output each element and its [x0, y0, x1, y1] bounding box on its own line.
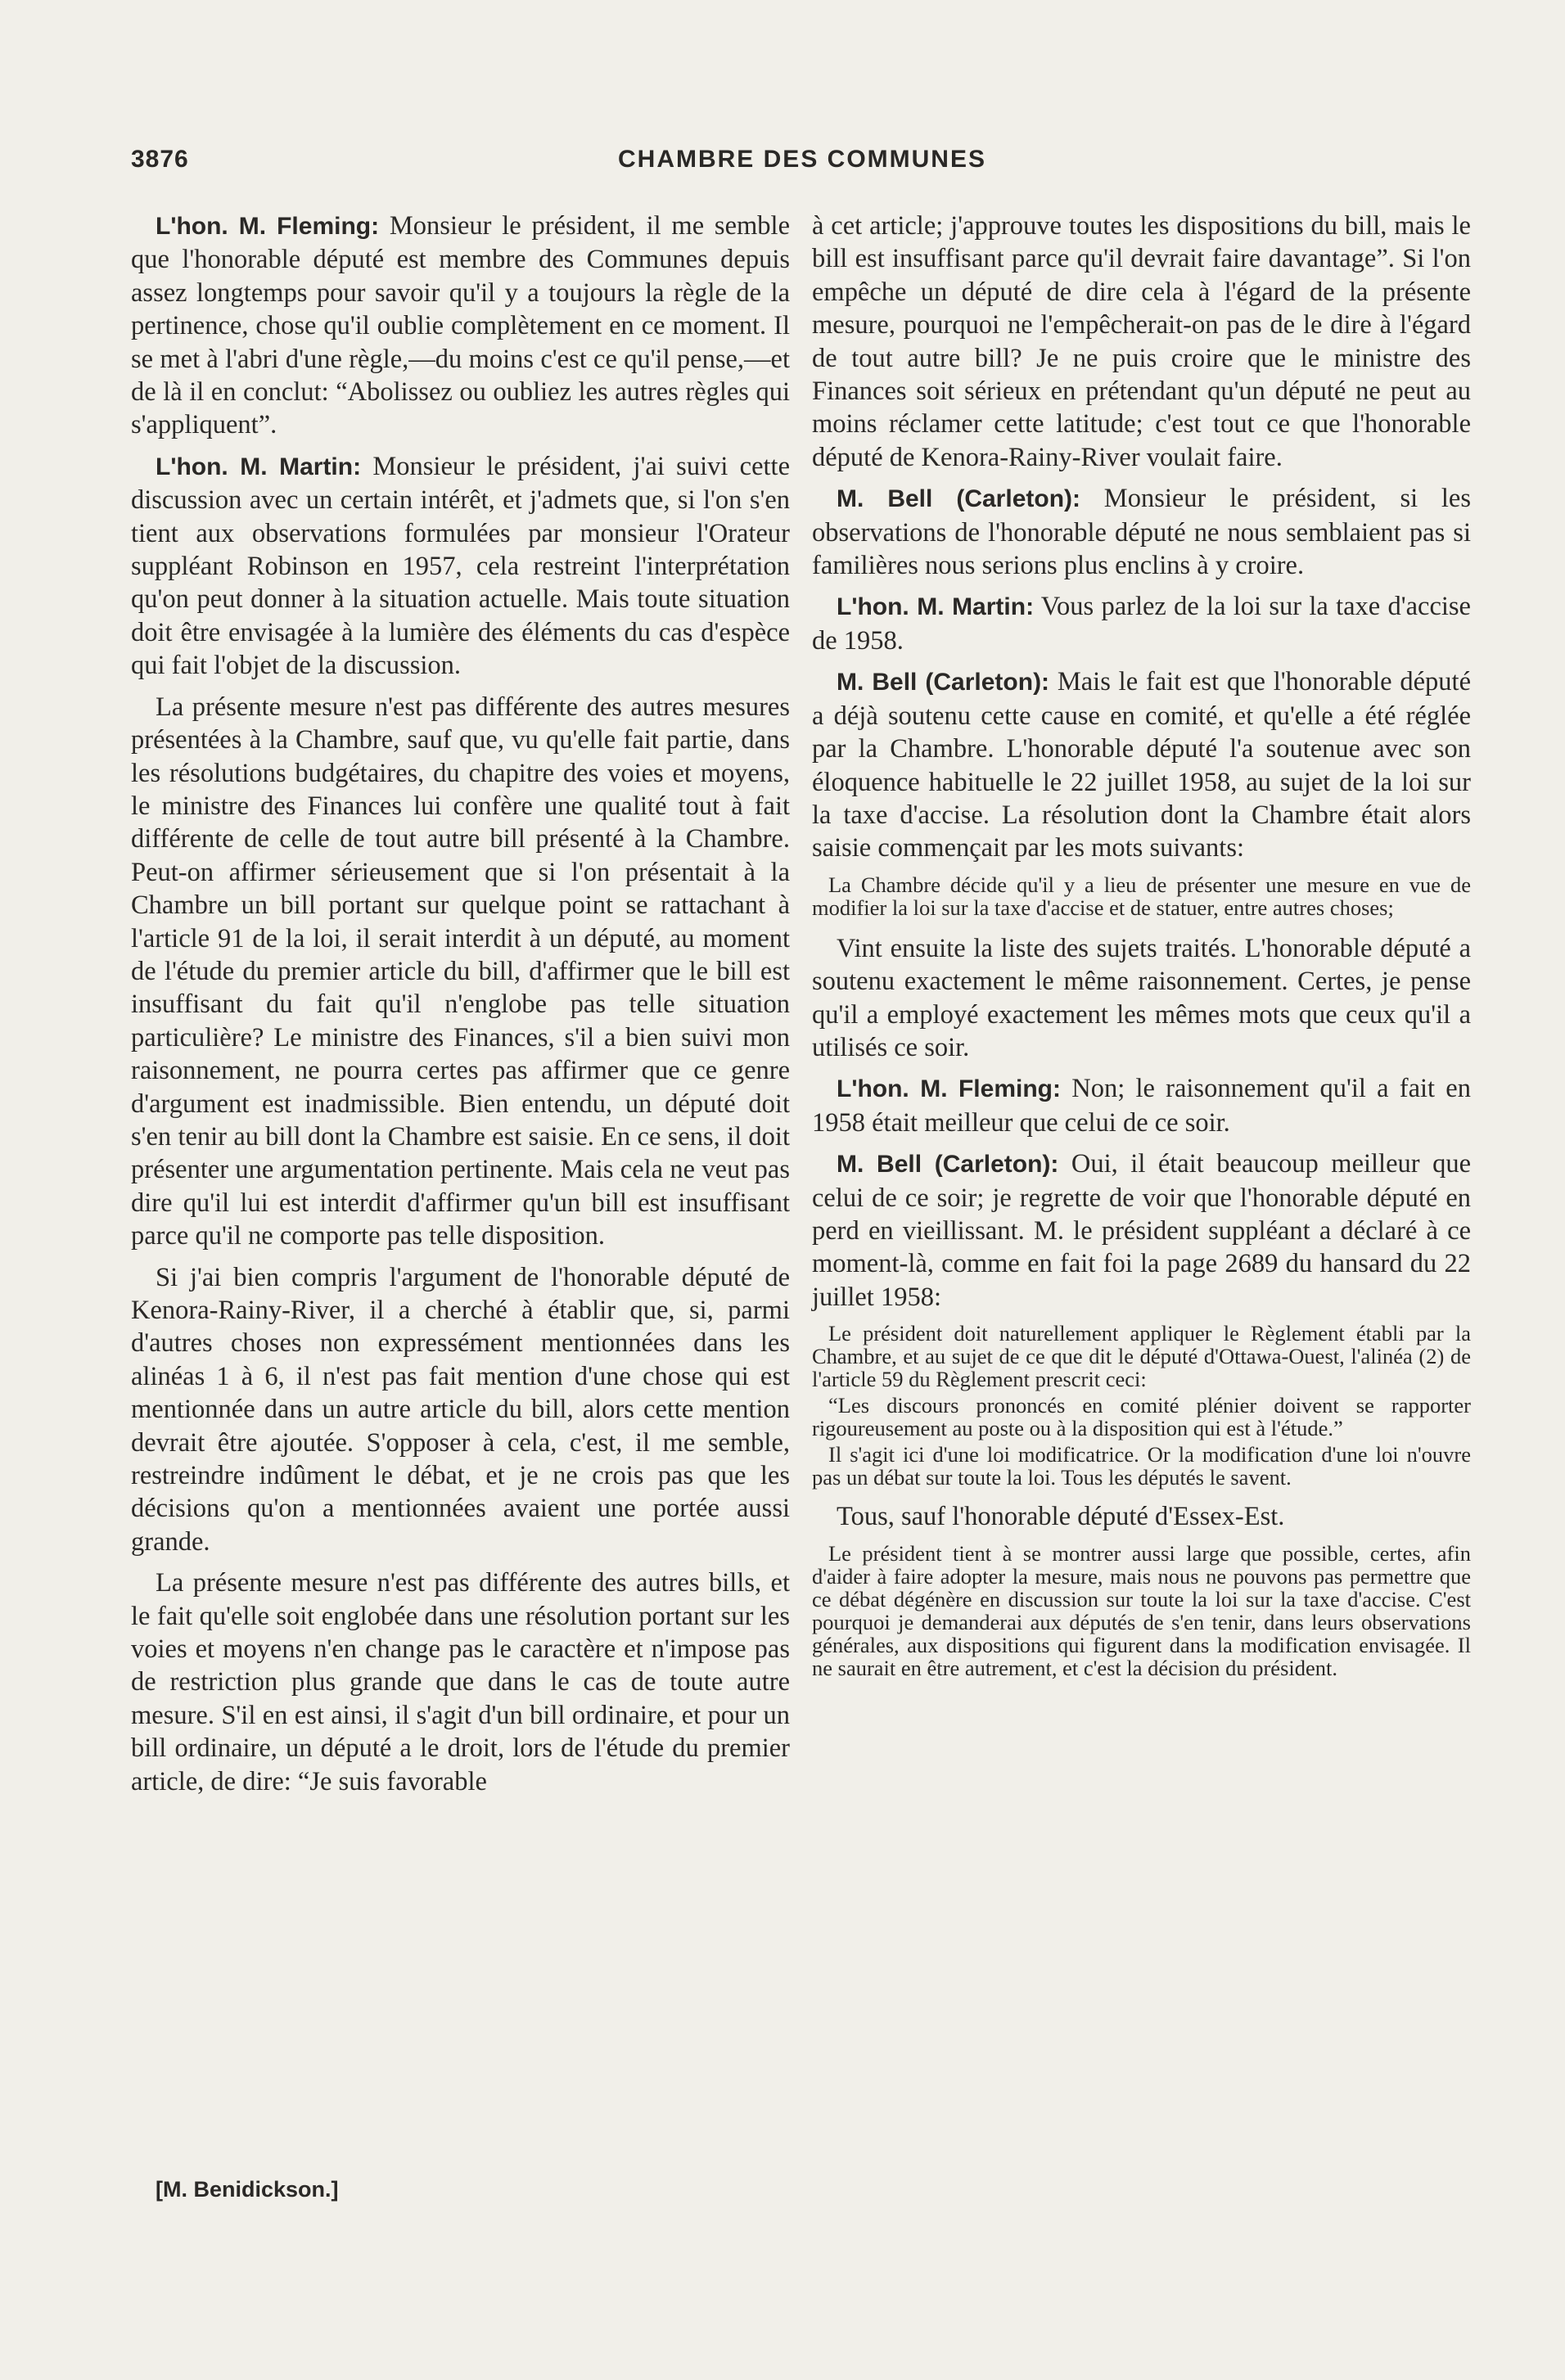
paragraph-text: La présente mesure n'est pas différente des autres bills, et le fait qu'elle soit englobée dans une résolution portant sur les voies et moyens n'en change pas le caractère et n'impose pas de restriction plus grande que dans le cas de toute autre mesure. S'il en est ainsi, il s'agit d'un bill ordinaire, et pour un bill ordinaire, un député a le droit, lors de l'étude du premier article, de dire: “Je suis favorable: [131, 1568, 790, 1796]
paragraph: [812, 932, 1471, 1065]
paragraph: [812, 210, 1471, 474]
paragraph-text: Monsieur le président, il me semble que l'honorable député est membre des Communes depuis assez longtemps pour savoir qu'il y a toujours la règle de la pertinence, chose qu'il oublie complètement en ce moment. Il se met à l'abri d'une règle,—du moins c'est ce qu'il pense,—et de là il en conclut: “Abolissez ou oubliez les autres règles qui s'appliquent”.: [131, 211, 790, 440]
speech-paragraph: [812, 1072, 1471, 1139]
speech-paragraph: [812, 665, 1471, 864]
quoted-passage: Le président tient à se montrer aussi large que possible, certes, afin d'aider à faire adopter la mesure, mais nous ne pouvons pas permettre que ce débat dégénère en discussion sur toute la loi sur la taxe d'accise. C'est pourquoi je demanderai aux députés de s'en tenir, dans leurs observations générales, aux dispositions qui figurent dans la modification envisagée. Il ne saurait en être autrement, et c'est la décision du président.: [812, 1540, 1471, 1680]
quoted-passage: La Chambre décide qu'il y a lieu de présenter une mesure en vue de modifier la loi sur la taxe d'accise et de statuer, entre autres choses;: [812, 872, 1471, 920]
paragraph: [131, 1566, 790, 1798]
paragraph-text: Oui, il était beaucoup meilleur que celui de ce soir; je regrette de voir que l'honorable député en perd en vieillissant. M. le président suppléant a déclaré à ce moment-là, comme en fait foi la page 2689 du hansard du 22 juillet 1958:: [812, 1149, 1472, 1312]
speaker-name: M. Bell (Carleton):: [837, 669, 1050, 696]
speaker-name: M. Bell (Carleton):: [837, 1151, 1059, 1179]
speaker-name: L'hon. M. Fleming:: [156, 213, 380, 240]
speaker-name: L'hon. M. Martin:: [837, 593, 1035, 621]
speech-paragraph: [131, 210, 790, 442]
paragraph: [812, 1500, 1471, 1533]
quoted-passage: “Les discours prononcés en comité plénier doivent se rapporter rigoureusement au poste ou à la disposition qui est à l'étude.”: [812, 1393, 1471, 1441]
speaker-name: M. Bell (Carleton):: [837, 485, 1080, 513]
quoted-ruling: [812, 1322, 1471, 1489]
paragraph-text: à cet article; j'approuve toutes les dispositions du bill, mais le bill est insuffisant parce qu'il devrait faire davantage”. Si l'on empêche un député de dire cela à l'égard de la présente mesure, pourquoi ne l'empêcherait-on pas de le dire à l'égard de tout autre bill? Je ne puis croire que le ministre des Finances soit sérieux en prétendant qu'un député ne peut au moins réclamer cette latitude; c'est tout ce que l'honorable député de Kenora-Rainy-River voulait faire.: [812, 211, 1471, 472]
paragraph-text: Monsieur le président, si les observations de l'honorable député ne nous semblaient pas si familières nous serions plus enclins à y croire.: [812, 484, 1472, 581]
quoted-passage: Le président doit naturellement appliquer le Règlement établi par la Chambre, et au sujet de ce que dit le député d'Ottawa-Ouest, l'alinéa (2) de l'article 59 du Règlement prescrit ceci:: [812, 1321, 1471, 1392]
paragraph-text: La présente mesure n'est pas différente des autres mesures présentées à la Chambre, sauf que, vu qu'elle fait partie, dans les résolutions budgétaires, du chapitre des voies et moyens, le ministre des Finances lui confère une qualité tout à fait différente de celle de tout autre bill présenté à la Chambre. Peut-on affirmer sérieusement que si l'on présentait à la Chambre un bill portant sur quelque point se rattachant à l'article 91 de la loi, il serait interdit à un député, au moment de l'étude du premier article du bill, d'affirmer que le bill est insuffisant du fait qu'il n'englobe pas telle situation particulière? Le ministre des Finances, s'il a bien suivi mon raisonnement, ne pourra certes pas affirmer que ce genre d'argument est inadmissible. Bien entendu, un député doit s'en tenir au bill dont la Chambre est saisie. En ce sens, il doit présenter une argumentation pertinente. Mais cela ne veut pas dire qu'il lui est interdit d'affirmer qu'un bill est insuffisant parce qu'il ne comporte pas telle disposition.: [131, 692, 790, 1251]
paragraph-text: Vint ensuite la liste des sujets traités. L'honorable député a soutenu exactement le même raisonnement. Certes, je pense qu'il a employé exactement les mêmes mots que ceux qu'il a utilisés ce soir.: [812, 933, 1471, 1062]
page-header: [131, 146, 1473, 182]
quoted-passage: Il s'agit ici d'une loi modificatrice. Or la modification d'une loi n'ouvre pas un débat sur toute la loi. Tous les députés le savent.: [812, 1442, 1471, 1490]
page-number: 3876: [131, 146, 189, 173]
paragraph-text: Monsieur le président, j'ai suivi cette discussion avec un certain intérêt, et j'admets que, si l'on s'en tient aux observations formulées par monsieur l'Orateur suppléant Robinson en 1957, cela restreint l'interprétation qu'on peut donner à la situation actuelle. Mais toute situation doit être envisagée à la lumière des éléments du cas d'espèce qui fait l'objet de la discussion.: [131, 451, 790, 681]
paragraph: [131, 691, 790, 1253]
footer-speaker-note: [M. Benidickson.]: [156, 2177, 339, 2202]
paragraph-text: Si j'ai bien compris l'argument de l'honorable député de Kenora-Rainy-River, il a cherché à établir que, si, parmi d'autres choses non expressément mentionnées dans les alinéas 1 à 6, il n'est pas fait mention d'une chose qui est mentionnée dans un autre article du bill, alors cette mention devrait être ajoutée. S'opposer à cela, c'est, il me semble, restreindre indûment le débat, et je ne crois pas que les décisions qu'on a mentionnées avaient une portée aussi grande.: [131, 1262, 790, 1557]
speech-paragraph: [812, 482, 1471, 582]
speaker-name: L'hon. M. Martin:: [156, 453, 362, 480]
left-column: [131, 210, 790, 1806]
paragraph-text: Vous parlez de la loi sur la taxe d'accise de 1958.: [812, 592, 1471, 656]
right-column: [812, 210, 1471, 1693]
speech-paragraph: [812, 1147, 1471, 1314]
speech-paragraph: [131, 450, 790, 683]
speech-paragraph: [812, 590, 1471, 657]
speaker-name: L'hon. M. Fleming:: [837, 1075, 1061, 1103]
paragraph-text: Tous, sauf l'honorable député d'Essex-Est.: [837, 1502, 1285, 1532]
paragraph-text: Mais le fait est que l'honorable député a déjà soutenu cette cause en comité, et qu'elle a été réglée par la Chambre. L'honorable député l'a soutenue avec son éloquence habituelle le 22 juillet 1958, au sujet de la loi sur la taxe d'accise. La résolution dont la Chambre était alors saisie commençait par les mots suivants:: [812, 667, 1471, 863]
paragraph: [131, 1261, 790, 1559]
running-title: CHAMBRE DES COMMUNES: [617, 146, 986, 173]
paragraph-text: Non; le raisonnement qu'il a fait en 1958 était meilleur que celui de ce soir.: [812, 1074, 1471, 1138]
